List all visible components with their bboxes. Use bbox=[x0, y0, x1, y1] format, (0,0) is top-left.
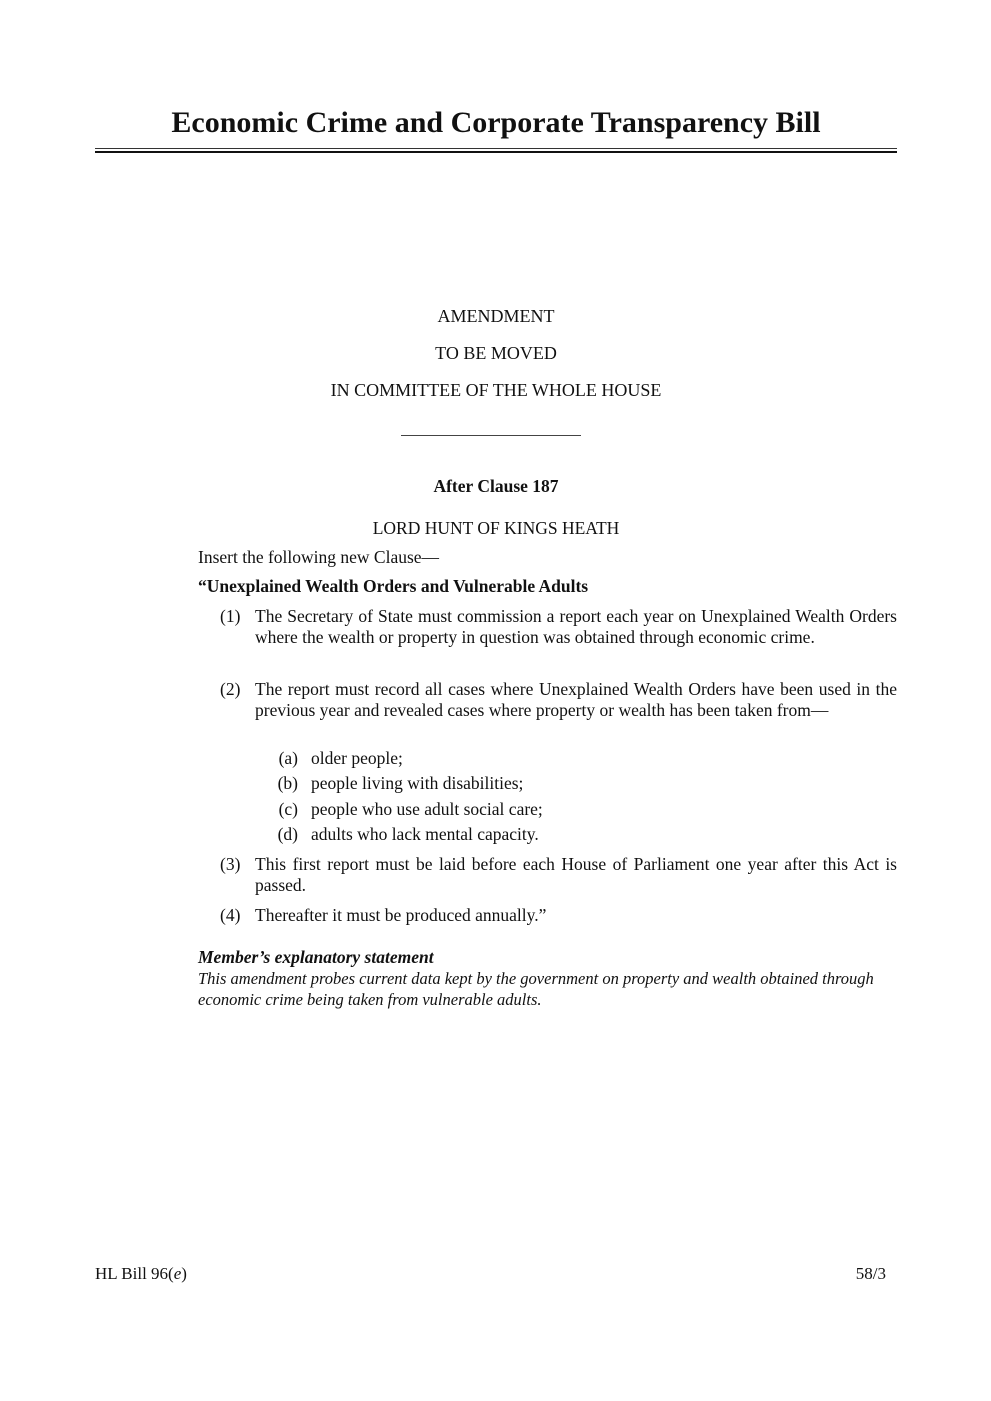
subsection-text: Thereafter it must be produced annually.” bbox=[255, 905, 547, 925]
title-rule-thin bbox=[95, 148, 897, 149]
mover-name: LORD HUNT OF KINGS HEATH bbox=[372, 518, 620, 538]
subsection-number: (4) bbox=[220, 905, 241, 925]
heading-to-be-moved: TO BE MOVED bbox=[435, 343, 557, 363]
item-label: (c) bbox=[278, 799, 298, 819]
subsection-1 bbox=[198, 606, 897, 648]
item-label: (b) bbox=[277, 773, 298, 793]
clause-position: After Clause 187 bbox=[433, 476, 559, 496]
section-divider bbox=[401, 435, 581, 436]
explanatory-heading: Member’s explanatory statement bbox=[198, 947, 434, 967]
heading-amendment: AMENDMENT bbox=[437, 306, 555, 326]
item-label: (d) bbox=[277, 824, 298, 844]
subsection-text: The report must record all cases where Unexplained Wealth Orders have been used in the previous year and revealed cases where property or wealth has been taken from— bbox=[255, 679, 897, 720]
title-rule-thick bbox=[95, 151, 897, 153]
subsection-text: This first report must be laid before each House of Parliament one year after this Act is passed. bbox=[255, 854, 897, 895]
insert-instruction: Insert the following new Clause— bbox=[198, 547, 440, 567]
item-text: older people; bbox=[311, 748, 403, 768]
page-reference: 58/3 bbox=[855, 1264, 886, 1283]
item-label: (a) bbox=[278, 748, 298, 768]
subsection-3 bbox=[198, 854, 897, 896]
item-text: people living with disabilities; bbox=[311, 773, 524, 793]
subsection-number: (2) bbox=[220, 679, 241, 699]
subsection-2 bbox=[198, 679, 897, 721]
document-title: Economic Crime and Corporate Transparency Bill bbox=[171, 106, 821, 139]
heading-committee: IN COMMITTEE OF THE WHOLE HOUSE bbox=[330, 380, 662, 400]
new-clause-title: “Unexplained Wealth Orders and Vulnerable Adults bbox=[198, 576, 589, 596]
subsection-text: The Secretary of State must commission a report each year on Unexplained Wealth Orders where the wealth or property in question was obtained through economic crime. bbox=[255, 606, 897, 647]
subsection-4 bbox=[198, 905, 897, 926]
subsection-number: (3) bbox=[220, 854, 241, 874]
item-text: people who use adult social care; bbox=[311, 799, 543, 819]
subsection-number: (1) bbox=[220, 606, 241, 626]
item-text: adults who lack mental capacity. bbox=[311, 824, 539, 844]
bill-reference: HL Bill 96(e) bbox=[95, 1264, 187, 1283]
explanatory-text: This amendment probes current data kept by the government on property and wealth obtained through economic crime being taken from vulnerable adults. bbox=[198, 969, 874, 1009]
